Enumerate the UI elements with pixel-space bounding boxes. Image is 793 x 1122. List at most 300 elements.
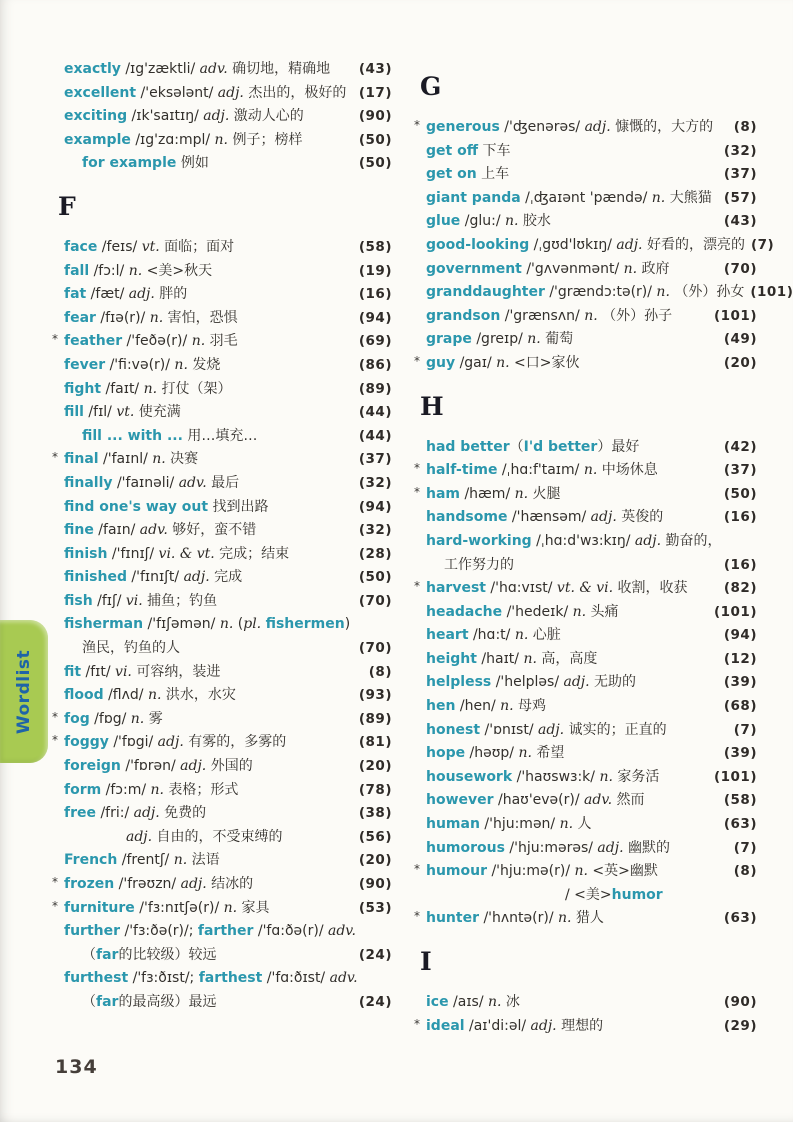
entry-text bbox=[426, 907, 718, 931]
entry-page-ref: (24) bbox=[358, 946, 392, 963]
entry-headword: good-looking bbox=[426, 236, 530, 253]
entry-headword: fight bbox=[64, 380, 102, 397]
entry-definition: 例如 bbox=[176, 155, 209, 172]
entry-pos: n. bbox=[572, 603, 587, 620]
wordlist-entry bbox=[64, 661, 392, 685]
entry-definition: 无助的 bbox=[589, 674, 637, 691]
entry-headword: far bbox=[96, 946, 119, 963]
entry-phonetic: /haʊ'evə(r)/ bbox=[493, 792, 585, 809]
entry-headword: heart bbox=[426, 627, 469, 644]
wordlist-entry bbox=[426, 991, 757, 1015]
entry-definition: 打仗（架） bbox=[157, 380, 232, 397]
entry-text bbox=[426, 766, 708, 790]
entry-definition: <口>家伙 bbox=[509, 354, 580, 371]
entry-pos: n. bbox=[505, 213, 519, 230]
entry-headword: foreign bbox=[64, 758, 121, 775]
wordlist-entry bbox=[64, 543, 392, 567]
entry-headword: finally bbox=[64, 474, 113, 491]
entry-text bbox=[64, 779, 353, 803]
wordlist-entry bbox=[426, 719, 757, 743]
entry-pos: n. bbox=[496, 354, 510, 371]
entry-page-ref: (16) bbox=[723, 556, 757, 573]
entry-text bbox=[82, 152, 353, 176]
entry-headword: humor bbox=[611, 886, 663, 903]
entry-phonetic: /hæm/ bbox=[460, 485, 515, 502]
section-header-G: G bbox=[420, 72, 442, 101]
entry-page-ref: (16) bbox=[358, 286, 392, 303]
entry-headword: get off bbox=[426, 142, 479, 159]
entry-definition: 捕鱼；钓鱼 bbox=[142, 592, 218, 609]
entry-definition: 上车 bbox=[476, 166, 510, 183]
entry-page-ref: (8) bbox=[733, 119, 757, 135]
entry-page-ref: (44) bbox=[358, 427, 392, 444]
entry-phonetic: /'grændɔ:tə(r)/ bbox=[544, 284, 657, 301]
entry-definition: ( bbox=[233, 616, 244, 633]
entry-phonetic: /'faɪnəli/ bbox=[112, 474, 179, 491]
entry-phonetic: /fɔ:m/ bbox=[101, 781, 151, 798]
entry-headword: frozen bbox=[64, 876, 115, 892]
entry-headword: fear bbox=[64, 309, 96, 326]
entry-pos: n. bbox=[173, 852, 188, 869]
entry-text bbox=[426, 140, 718, 164]
wordlist-entry bbox=[426, 601, 757, 625]
entry-definition: 慷慨的，大方的 bbox=[610, 119, 714, 135]
entry-page-ref: (32) bbox=[358, 474, 392, 491]
wordlist-entry bbox=[64, 944, 392, 968]
wordlist-entry bbox=[426, 234, 775, 258]
wordlist-entry bbox=[64, 920, 392, 944]
entry-phonetic: /'fɪnɪʃ/ bbox=[107, 545, 159, 562]
wordlist-entry bbox=[64, 613, 392, 637]
entry-text bbox=[64, 731, 353, 755]
entry-text bbox=[426, 352, 718, 376]
entry-phonetic: /'hju:mərəs/ bbox=[504, 839, 598, 856]
entry-headword: fill ... with ... bbox=[82, 427, 183, 444]
entry-page-ref: (86) bbox=[358, 356, 392, 373]
entry-phonetic: /'hju:mən/ bbox=[479, 816, 560, 833]
entry-page-ref: (8) bbox=[733, 863, 757, 880]
entry-pos: adv. bbox=[199, 61, 228, 77]
entry-text bbox=[82, 944, 353, 968]
wordlist-entry bbox=[426, 258, 757, 282]
entry-definition: 确切地，精确地 bbox=[227, 61, 331, 77]
entry-page-ref: (78) bbox=[358, 781, 392, 798]
entry-definition: 猎人 bbox=[571, 910, 604, 927]
entry-headword: fog bbox=[64, 710, 90, 727]
entry-text bbox=[426, 258, 718, 282]
entry-text bbox=[64, 613, 392, 637]
entry-headword: headache bbox=[426, 603, 503, 620]
entry-pos: vi. bbox=[115, 663, 132, 680]
entry-definition: 大熊猫 bbox=[665, 189, 712, 206]
entry-definition: 好看的，漂亮的 bbox=[642, 236, 745, 253]
wordlist-entry bbox=[64, 496, 392, 520]
entry-definition: 激动人心的 bbox=[229, 108, 304, 125]
entry-phonetic: /glu:/ bbox=[460, 213, 505, 230]
entry-headword: fish bbox=[64, 592, 93, 609]
entry-pos: adj. bbox=[203, 108, 230, 125]
entry-page-ref: (43) bbox=[723, 213, 757, 230]
entry-text bbox=[64, 897, 353, 921]
entry-page-ref: (28) bbox=[358, 545, 392, 562]
entry-headword: fisherman bbox=[64, 616, 144, 633]
wordlist-entry bbox=[426, 837, 757, 861]
wordlist-entry bbox=[426, 695, 757, 719]
wordlist-entry bbox=[64, 354, 392, 378]
entry-phonetic: /haɪt/ bbox=[476, 650, 524, 667]
entry-headword: exactly bbox=[64, 61, 121, 77]
entry-headword: half-time bbox=[426, 462, 498, 479]
entry-definition: （外）孙子 bbox=[597, 307, 673, 324]
entry-text bbox=[444, 554, 718, 578]
entry-definition: 勤奋的， bbox=[661, 532, 722, 549]
wordlist-entry bbox=[64, 236, 392, 260]
entry-phonetic: /flʌd/ bbox=[103, 687, 148, 704]
entry-text bbox=[64, 566, 353, 590]
entry-text bbox=[64, 58, 353, 82]
entry-phonetic: /'hænsəm/ bbox=[507, 509, 591, 526]
entry-text bbox=[64, 82, 353, 106]
entry-page-ref: (42) bbox=[723, 438, 757, 455]
entry-text bbox=[64, 307, 353, 331]
asterisk-marker: * bbox=[414, 484, 420, 499]
entry-headword: example bbox=[64, 131, 131, 148]
entry-definition: 杰出的，极好的 bbox=[243, 84, 347, 101]
wordlist-entry bbox=[64, 283, 392, 307]
entry-phonetic: /'fɜ:nɪtʃə(r)/ bbox=[134, 899, 224, 916]
entry-page-ref: (19) bbox=[358, 262, 392, 279]
entry-definition: 火腿 bbox=[528, 485, 561, 502]
entry-text bbox=[426, 671, 718, 695]
entry-definition: （ bbox=[82, 993, 96, 1010]
asterisk-marker: * bbox=[52, 332, 58, 347]
entry-text bbox=[64, 129, 353, 153]
entry-text bbox=[64, 708, 353, 732]
entry-text bbox=[426, 210, 718, 234]
entry-phonetic: /'ʤenərəs/ bbox=[499, 119, 585, 135]
entry-text bbox=[426, 860, 728, 884]
entry-headword: ideal bbox=[426, 1017, 465, 1034]
entry-text bbox=[64, 873, 353, 897]
entry-text bbox=[64, 543, 353, 567]
section-header-H: H bbox=[420, 391, 444, 421]
entry-page-ref: (68) bbox=[723, 698, 757, 715]
wordlist-entry bbox=[426, 187, 757, 211]
entry-pos: adj. bbox=[590, 509, 617, 526]
entry-pos: vi. bbox=[125, 592, 143, 609]
wordlist-entry bbox=[414, 1015, 757, 1039]
entry-definition: 可容纳，装进 bbox=[131, 663, 221, 680]
entry-text bbox=[426, 234, 745, 258]
entry-page-ref: (93) bbox=[358, 687, 392, 704]
entry-page-ref: (24) bbox=[358, 993, 392, 1010]
entry-pos: adj. bbox=[126, 828, 153, 845]
wordlist-entry bbox=[64, 378, 392, 402]
entry-headword: honest bbox=[426, 721, 481, 738]
entry-text bbox=[64, 260, 353, 284]
entry-definition: 的最高级）最远 bbox=[118, 993, 217, 1010]
entry-phonetic: /'fi:və(r)/ bbox=[105, 356, 175, 373]
entry-phonetic: /fɪə(r)/ bbox=[95, 309, 150, 326]
entry-definition: 母鸡 bbox=[513, 698, 547, 715]
entry-definition: 法语 bbox=[187, 852, 220, 869]
entry-definition: 胖的 bbox=[154, 286, 188, 303]
entry-headword: furthest bbox=[64, 970, 129, 987]
entry-headword: farther bbox=[197, 923, 254, 940]
entry-phonetic: /'frəʊzn/ bbox=[114, 876, 181, 892]
entry-page-ref: (32) bbox=[723, 142, 757, 159]
entry-headword: grandson bbox=[426, 307, 501, 324]
wordlist-entry bbox=[64, 519, 392, 543]
entry-headword: form bbox=[64, 781, 102, 798]
wordlist-entry bbox=[426, 648, 757, 672]
entry-phonetic: /'fɒrən/ bbox=[120, 758, 181, 775]
entry-phonetic: /'hju:mə(r)/ bbox=[487, 863, 575, 880]
entry-phonetic: /'fɑ:ðə(r)/ bbox=[253, 923, 328, 940]
entry-phonetic: /faɪt/ bbox=[101, 380, 144, 397]
entry-text bbox=[426, 648, 718, 672]
entry-headword: face bbox=[64, 238, 98, 255]
entry-page-ref: (7) bbox=[750, 236, 775, 253]
wordlist-entry bbox=[52, 873, 392, 897]
entry-headword: farthest bbox=[198, 970, 263, 987]
entry-text bbox=[426, 436, 718, 460]
entry-pos: adv. bbox=[327, 923, 356, 940]
entry-pos: vt. & vi. bbox=[556, 580, 614, 597]
entry-page-ref: (101) bbox=[750, 284, 793, 301]
entry-headword: finish bbox=[64, 545, 108, 562]
wordlist-column-right bbox=[414, 56, 793, 1038]
entry-definition: ）最好 bbox=[597, 438, 640, 455]
entry-pos: n. bbox=[599, 768, 613, 785]
entry-definition: 理想的 bbox=[556, 1017, 604, 1034]
wordlist-entry bbox=[64, 755, 392, 779]
entry-text bbox=[64, 755, 353, 779]
wordlist-entry bbox=[64, 472, 392, 496]
entry-pos: adj. bbox=[563, 674, 590, 691]
entry-page-ref: (32) bbox=[358, 522, 392, 539]
asterisk-marker: * bbox=[414, 353, 420, 368]
entry-pos: n. bbox=[130, 710, 145, 727]
entry-text bbox=[426, 530, 757, 554]
asterisk-marker: * bbox=[52, 898, 58, 913]
entry-headword: harvest bbox=[426, 580, 486, 597]
entry-text bbox=[64, 684, 353, 708]
entry-pos: adj. bbox=[183, 569, 210, 586]
entry-headword: guy bbox=[426, 354, 456, 371]
asterisk-marker: * bbox=[414, 118, 420, 132]
entry-pos: adj. bbox=[634, 532, 662, 549]
entry-page-ref: (63) bbox=[723, 910, 757, 927]
entry-phonetic: /ˌʤaɪənt 'pændə/ bbox=[520, 189, 652, 206]
entry-pos: adj. bbox=[538, 721, 565, 738]
entry-page-ref: (7) bbox=[733, 839, 757, 856]
wordlist-entry bbox=[426, 140, 757, 164]
entry-headword: furniture bbox=[64, 899, 135, 916]
entry-definition: 冰 bbox=[501, 994, 520, 1010]
entry-page-ref: (7) bbox=[733, 721, 757, 738]
entry-phonetic: /'fɜ:ðɪst/; bbox=[128, 970, 199, 987]
entry-text bbox=[426, 459, 718, 483]
entry-page-ref: (37) bbox=[723, 166, 757, 183]
entry-definition: 用…填充… bbox=[182, 427, 258, 444]
asterisk-marker: * bbox=[414, 862, 420, 877]
entry-text bbox=[64, 590, 353, 614]
entry-phonetic: /'fɒgi/ bbox=[108, 734, 158, 751]
entry-page-ref: (58) bbox=[358, 238, 392, 255]
entry-headword: fill bbox=[64, 404, 84, 421]
entry-text bbox=[64, 661, 363, 685]
entry-definition: 工作努力的 bbox=[444, 556, 514, 573]
entry-definition: 胶水 bbox=[518, 213, 551, 230]
wordlist-entry bbox=[426, 624, 757, 648]
entry-pos: adj. bbox=[180, 876, 207, 892]
wordlist-column-left bbox=[52, 58, 392, 1015]
entry-headword: I'd better bbox=[523, 438, 598, 455]
entry-definition: 发烧 bbox=[187, 356, 221, 373]
entry-text bbox=[64, 283, 353, 307]
entry-pos: n. bbox=[174, 356, 188, 373]
entry-text bbox=[426, 789, 718, 813]
section-header-F: F bbox=[58, 191, 76, 221]
entry-text bbox=[82, 637, 353, 661]
wordlist-entry bbox=[426, 813, 757, 837]
wordlist-entry bbox=[426, 766, 757, 790]
entry-page-ref: (56) bbox=[358, 828, 392, 845]
entry-pos: n. bbox=[651, 189, 666, 206]
entry-definition: 希望 bbox=[531, 745, 565, 762]
wordlist-entry bbox=[414, 483, 757, 507]
entry-phonetic: /ˌhɑ:f'taɪm/ bbox=[497, 462, 584, 479]
entry-phonetic: /həʊp/ bbox=[465, 745, 519, 762]
entry-phonetic: /'fɪʃəmən/ bbox=[143, 616, 220, 633]
wordlist-tab bbox=[0, 620, 48, 763]
wordlist-entry bbox=[64, 152, 392, 176]
entry-headword: human bbox=[426, 816, 480, 833]
entry-page-ref: (39) bbox=[723, 674, 757, 691]
wordlist-entry bbox=[414, 907, 757, 931]
entry-phonetic: /aɪs/ bbox=[448, 994, 489, 1010]
entry-phonetic: /'fɑ:ðɪst/ bbox=[262, 970, 330, 987]
entry-text bbox=[426, 813, 718, 837]
wordlist-entry bbox=[414, 352, 757, 376]
entry-page-ref: (37) bbox=[723, 462, 757, 479]
wordlist-entry bbox=[426, 210, 757, 234]
entry-headword: further bbox=[64, 923, 121, 940]
entry-page-ref: (101) bbox=[713, 603, 757, 620]
entry-pos: n. bbox=[128, 262, 143, 279]
entry-text bbox=[426, 577, 718, 601]
entry-text bbox=[64, 496, 353, 520]
entry-text bbox=[64, 519, 353, 543]
entry-pos: n. bbox=[558, 910, 572, 927]
entry-headword: glue bbox=[426, 213, 461, 230]
entry-phonetic: /'helpləs/ bbox=[491, 674, 564, 691]
entry-phonetic: /aɪ'di:əl/ bbox=[464, 1017, 531, 1034]
wordlist-entry bbox=[64, 129, 392, 153]
wordlist-entry bbox=[52, 708, 392, 732]
entry-definition: 有雾的，多雾的 bbox=[183, 734, 287, 751]
entry-phonetic: /fæt/ bbox=[86, 286, 129, 303]
entry-headword: fishermen bbox=[265, 616, 345, 633]
entry-pos: adv. bbox=[139, 522, 168, 539]
entry-definition: 高，高度 bbox=[536, 650, 598, 667]
entry-page-ref: (38) bbox=[358, 805, 392, 822]
entry-page-ref: (90) bbox=[358, 876, 392, 892]
entry-pos: n. bbox=[559, 816, 574, 833]
entry-text bbox=[64, 849, 353, 873]
entry-headword: grape bbox=[426, 331, 472, 348]
entry-phonetic: /fɪt/ bbox=[81, 663, 116, 680]
entry-page-ref: (94) bbox=[358, 309, 392, 326]
entry-pos: n. bbox=[584, 307, 598, 324]
entry-definition: 够好，蛮不错 bbox=[167, 522, 257, 539]
entry-headword: excellent bbox=[64, 84, 137, 101]
entry-headword: helpless bbox=[426, 674, 492, 691]
entry-phonetic: /'eksələnt/ bbox=[136, 84, 218, 101]
entry-headword: foggy bbox=[64, 734, 109, 751]
entry-headword: French bbox=[64, 852, 118, 869]
entry-headword: hope bbox=[426, 745, 466, 762]
entry-phonetic: /'fɪnɪʃt/ bbox=[126, 569, 184, 586]
wordlist-entry bbox=[52, 448, 392, 472]
asterisk-marker: * bbox=[414, 1016, 420, 1031]
entry-page-ref: (90) bbox=[723, 994, 757, 1010]
wordlist-entry bbox=[414, 459, 757, 483]
entry-pos: n. bbox=[514, 485, 529, 502]
entry-headword: get on bbox=[426, 166, 477, 183]
wordlist-entry bbox=[64, 82, 392, 106]
entry-pos: n. bbox=[150, 781, 164, 798]
entry-pos: n. bbox=[488, 994, 502, 1010]
entry-text bbox=[426, 116, 728, 140]
entry-text bbox=[426, 601, 708, 625]
entry-page-ref: (101) bbox=[713, 768, 757, 785]
entry-headword: far bbox=[96, 993, 119, 1010]
entry-pos: adv. bbox=[584, 792, 613, 809]
entry-phonetic: /'grænsʌn/ bbox=[500, 307, 585, 324]
entry-page-ref: (89) bbox=[358, 380, 392, 397]
entry-phonetic: /ɪg'zæktli/ bbox=[120, 61, 200, 77]
entry-pos: n. bbox=[514, 627, 529, 644]
entry-phonetic: /'ɒnɪst/ bbox=[480, 721, 539, 738]
wordlist-entry bbox=[64, 637, 392, 661]
entry-text bbox=[64, 448, 353, 472]
asterisk-marker: * bbox=[52, 733, 58, 748]
entry-headword: fever bbox=[64, 356, 106, 373]
entry-page-ref: (53) bbox=[358, 899, 392, 916]
entry-phonetic: /hɑ:t/ bbox=[468, 627, 515, 644]
entry-pos: adj. bbox=[157, 734, 184, 751]
entry-phonetic: /'hɑ:vɪst/ bbox=[485, 580, 557, 597]
entry-definition: 诚实的；正直的 bbox=[564, 721, 667, 738]
entry-text bbox=[426, 305, 708, 329]
entry-headword: fall bbox=[64, 262, 90, 279]
entry-pos: n. bbox=[500, 698, 514, 715]
entry-page-ref: (16) bbox=[723, 509, 757, 526]
entry-pos: adv. bbox=[178, 474, 207, 491]
wordlist-entry bbox=[64, 991, 392, 1015]
entry-page-ref: (81) bbox=[358, 734, 392, 751]
entry-definition: （ bbox=[82, 946, 96, 963]
entry-phonetic: /feɪs/ bbox=[97, 238, 142, 255]
entry-text bbox=[426, 483, 718, 507]
wordlist-entry bbox=[64, 401, 392, 425]
entry-text bbox=[426, 328, 718, 352]
entry-page-ref: (101) bbox=[713, 307, 757, 324]
entry-definition: <美>秋天 bbox=[142, 262, 213, 279]
entry-definition: 羽毛 bbox=[205, 333, 238, 350]
